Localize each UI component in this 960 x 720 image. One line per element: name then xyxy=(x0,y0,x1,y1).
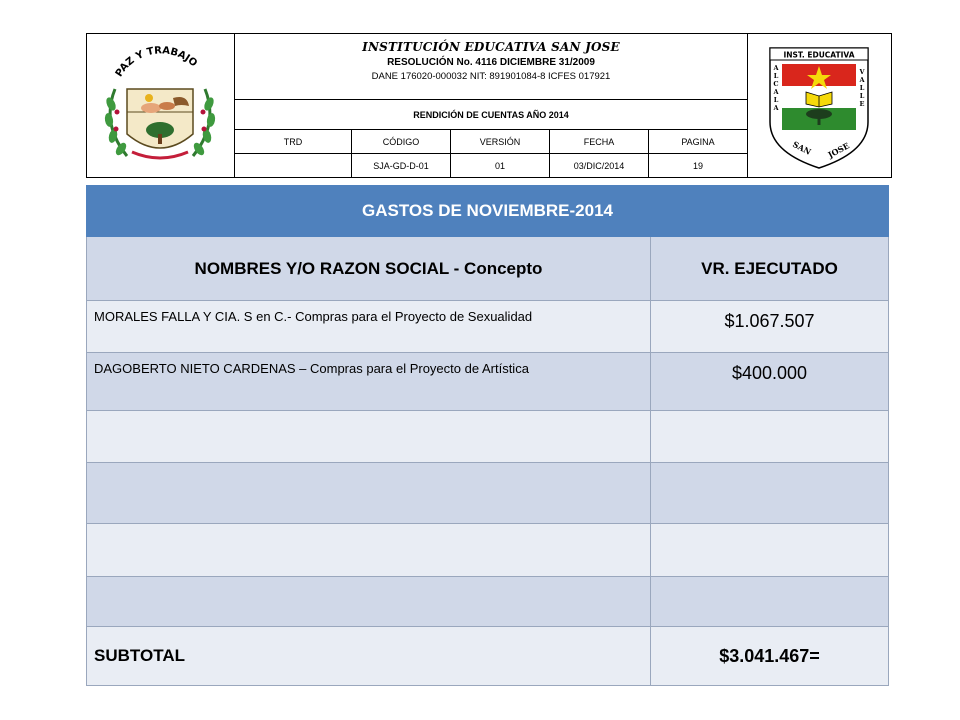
dane-nit-icfes-line: DANE 176020-000032 NIT: 891901084-8 ICFES 017921 xyxy=(371,71,611,82)
row-concept xyxy=(87,577,651,627)
table-row xyxy=(87,411,889,463)
header-center xyxy=(235,34,747,177)
emblem-arc-text: PAZ Y TRABAJO xyxy=(113,45,200,79)
meta-header-version: VERSIÓN xyxy=(451,130,550,154)
report-title: RENDICIÓN DE CUENTAS AÑO 2014 xyxy=(235,100,747,130)
meta-header-fecha: FECHA xyxy=(550,130,649,154)
meta-value-pagina: 19 xyxy=(649,154,748,178)
table-row xyxy=(87,353,889,411)
svg-text:PAZ Y TRABAJO xyxy=(114,45,199,79)
shield-right-letter-5: E xyxy=(859,100,865,108)
shield-bottom-left-text: SAN xyxy=(791,138,813,157)
shield-left-letter-1: A xyxy=(773,64,779,72)
shield-left-letter-4: A xyxy=(773,88,779,96)
table-title-row xyxy=(87,186,889,237)
table-title: GASTOS DE NOVIEMBRE-2014 xyxy=(87,186,889,237)
meta-header-row xyxy=(235,130,747,154)
table-row xyxy=(87,301,889,353)
institution-logo-right xyxy=(747,34,891,177)
subtotal-row xyxy=(87,627,889,686)
meta-value-fecha: 03/DIC/2014 xyxy=(550,154,649,178)
resolution-line: RESOLUCIÓN No. 4116 DICIEMBRE 31/2009 xyxy=(387,57,595,68)
row-value: $400.000 xyxy=(651,353,889,411)
meta-header-codigo: CÓDIGO xyxy=(352,130,451,154)
row-concept xyxy=(87,524,651,577)
table-row xyxy=(87,463,889,524)
shield-top-text: INST. EDUCATIVA xyxy=(783,50,855,60)
column-header-concept: NOMBRES Y/O RAZON SOCIAL - Concepto xyxy=(87,237,651,301)
expenses-table xyxy=(86,185,889,686)
row-concept: DAGOBERTO NIETO CARDENAS – Compras para el Proyecto de Artística xyxy=(87,353,651,411)
institution-logo-left xyxy=(87,34,235,177)
document-header xyxy=(86,33,892,178)
row-value xyxy=(651,524,889,577)
shield-bottom-right-text: JOSE xyxy=(826,140,851,160)
table-header-row xyxy=(87,237,889,301)
row-value xyxy=(651,577,889,627)
meta-value-row xyxy=(235,154,747,178)
meta-header-trd: TRD xyxy=(235,130,352,154)
shield-right-letter-4: L xyxy=(859,92,865,100)
shield-left-letter-2: L xyxy=(773,72,779,80)
subtotal-label: SUBTOTAL xyxy=(87,627,651,686)
row-concept: MORALES FALLA Y CIA. S en C.- Compras para el Proyecto de Sexualidad xyxy=(87,301,651,353)
row-value xyxy=(651,411,889,463)
shield-right-letter-3: L xyxy=(859,84,865,92)
shield-right-letter-2: A xyxy=(859,76,865,84)
meta-value-codigo: SJA-GD-D-01 xyxy=(352,154,451,178)
san-jose-shield-icon xyxy=(748,34,890,177)
shield-left-letter-6: A xyxy=(773,104,779,112)
shield-right-letter-1: V xyxy=(859,68,865,76)
subtotal-value: $3.041.467= xyxy=(651,627,889,686)
meta-value-trd xyxy=(235,154,352,178)
row-value xyxy=(651,463,889,524)
column-header-value: VR. EJECUTADO xyxy=(651,237,889,301)
document-meta-table xyxy=(235,130,747,177)
shield-left-letter-3: C xyxy=(773,80,779,88)
institution-name: INSTITUCIÓN EDUCATIVA SAN JOSE xyxy=(362,40,620,54)
shield-left-letter-5: L xyxy=(773,96,779,104)
row-concept xyxy=(87,411,651,463)
row-value: $1.067.507 xyxy=(651,301,889,353)
paz-y-trabajo-emblem-icon xyxy=(87,34,233,177)
row-concept xyxy=(87,463,651,524)
meta-header-pagina: PAGINA xyxy=(649,130,748,154)
table-row xyxy=(87,524,889,577)
institution-info xyxy=(235,34,747,100)
meta-value-version: 01 xyxy=(451,154,550,178)
table-row xyxy=(87,577,889,627)
